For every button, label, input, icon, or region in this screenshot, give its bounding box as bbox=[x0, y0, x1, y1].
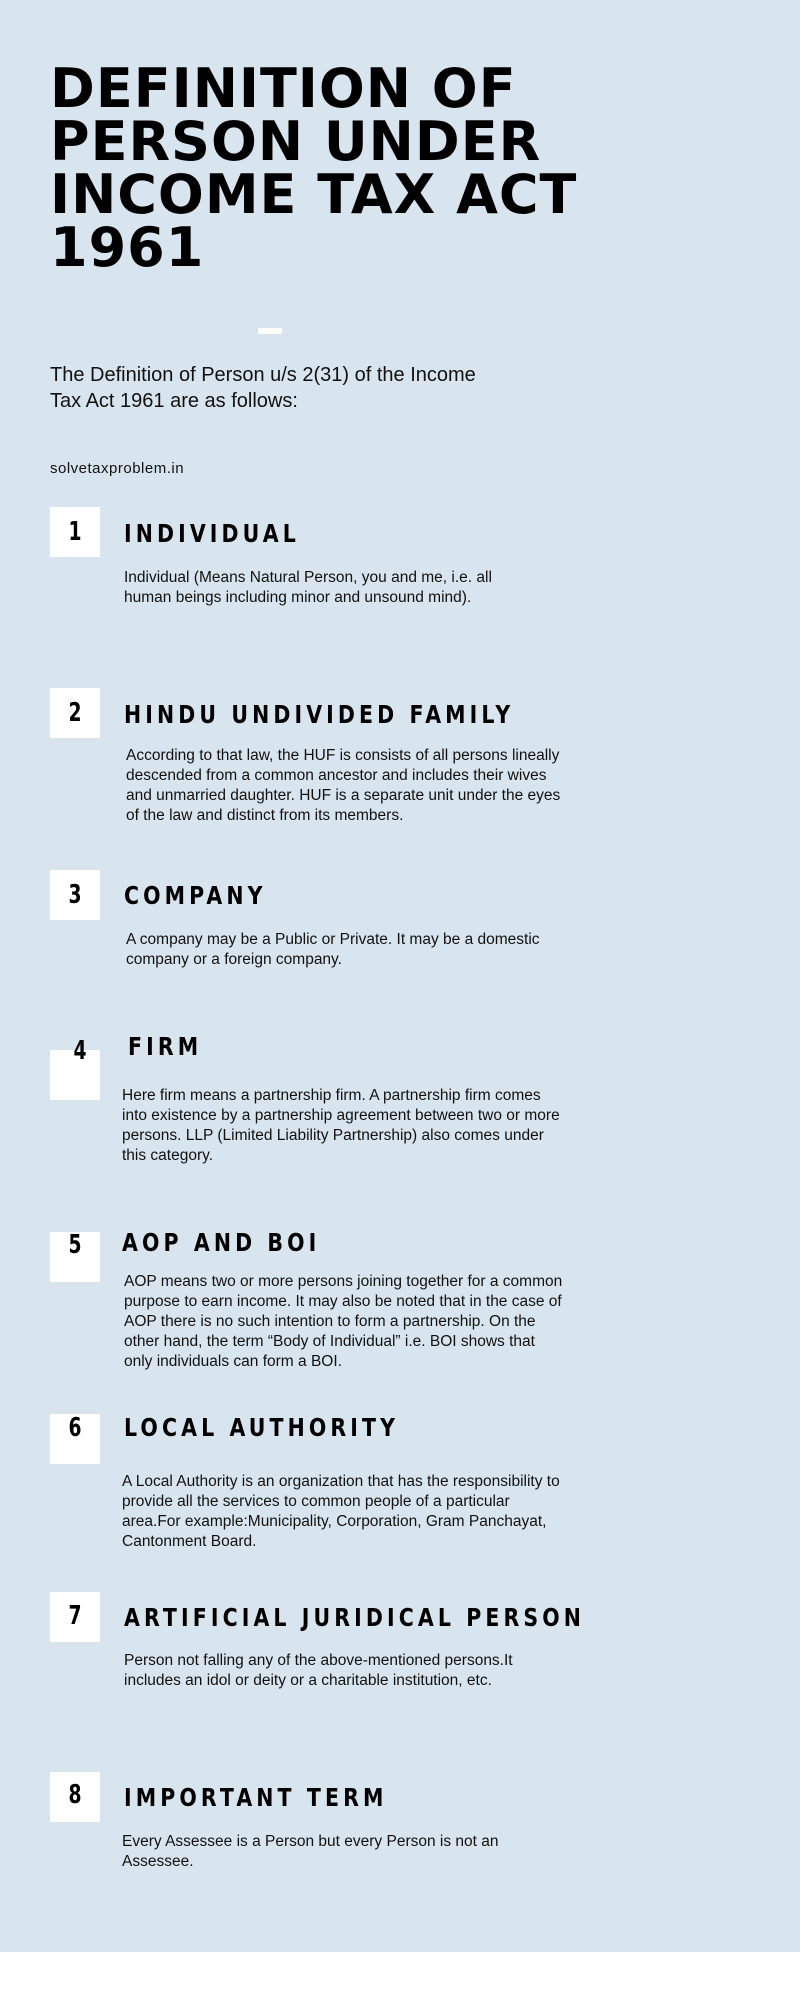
item-text-6: A Local Authority is an organization that has the responsibility to provide all the services to common people of a particular area.For example:Municipality, Corporation, Gram Panchayat, Cantonment Board. bbox=[122, 1473, 560, 1550]
item-text-2: According to that law, the HUF is consists of all persons lineally descended from a common ancestor and includes their wives and unmarried daughter. HUF is a separate unit under the eyes of the law and distinct from its members. bbox=[126, 747, 561, 824]
item-heading-7: ARTIFICIAL JURIDICAL PERSON bbox=[124, 1603, 586, 1632]
item-heading-3: COMPANY bbox=[124, 881, 267, 910]
title-line-2: PERSON UNDER bbox=[50, 110, 542, 173]
item-heading-1: INDIVIDUAL bbox=[124, 519, 300, 548]
page-title bbox=[50, 57, 750, 279]
item-heading-8: IMPORTANT TERM bbox=[124, 1783, 388, 1812]
item-text-1: Individual (Means Natural Person, you and me, i.e. all human beings including minor and unsound mind). bbox=[124, 569, 492, 606]
title-line-1: DEFINITION OF bbox=[50, 57, 517, 120]
item-number-7: 7 bbox=[68, 1601, 82, 1631]
item-number-5: 5 bbox=[68, 1230, 82, 1260]
item-text-4: Here firm means a partnership firm. A partnership firm comes into existence by a partnership agreement between two or more persons. LLP (Limited Liability Partnership) also comes under this category. bbox=[122, 1087, 560, 1164]
item-heading-2: HINDU UNDIVIDED FAMILY bbox=[124, 700, 515, 729]
item-text-5: AOP means two or more persons joining together for a common purpose to earn income. It may also be noted that in the case of AOP there is no such intention to form a partnership. On the other hand, the term “Body of Individual” i.e. BOI shows that only individuals can form a BOI. bbox=[124, 1273, 563, 1370]
item-number-3: 3 bbox=[68, 880, 82, 910]
website-label: solvetaxproblem.in bbox=[50, 460, 185, 477]
item-text-3: A company may be a Public or Private. It may be a domestic company or a foreign company. bbox=[126, 931, 540, 968]
item-number-6: 6 bbox=[68, 1413, 82, 1443]
item-heading-6: LOCAL AUTHORITY bbox=[124, 1413, 400, 1442]
item-number-1: 1 bbox=[68, 517, 82, 547]
item-heading-5: AOP AND BOI bbox=[122, 1228, 321, 1257]
item-text-8: Every Assessee is a Person but every Person is not an Assessee. bbox=[122, 1833, 499, 1870]
item-number-8: 8 bbox=[68, 1780, 82, 1810]
item-number-2: 2 bbox=[68, 698, 82, 728]
intro-text: The Definition of Person u/s 2(31) of the Income Tax Act 1961 are as follows: bbox=[50, 364, 476, 412]
item-heading-4: FIRM bbox=[128, 1032, 203, 1061]
title-line-3: INCOME TAX ACT 1961 bbox=[50, 163, 578, 279]
item-text-7: Person not falling any of the above-mentioned persons.It includes an idol or deity or a charitable institution, etc. bbox=[124, 1652, 513, 1689]
item-number-4: 4 bbox=[73, 1036, 87, 1066]
decorative-dash bbox=[258, 328, 282, 334]
